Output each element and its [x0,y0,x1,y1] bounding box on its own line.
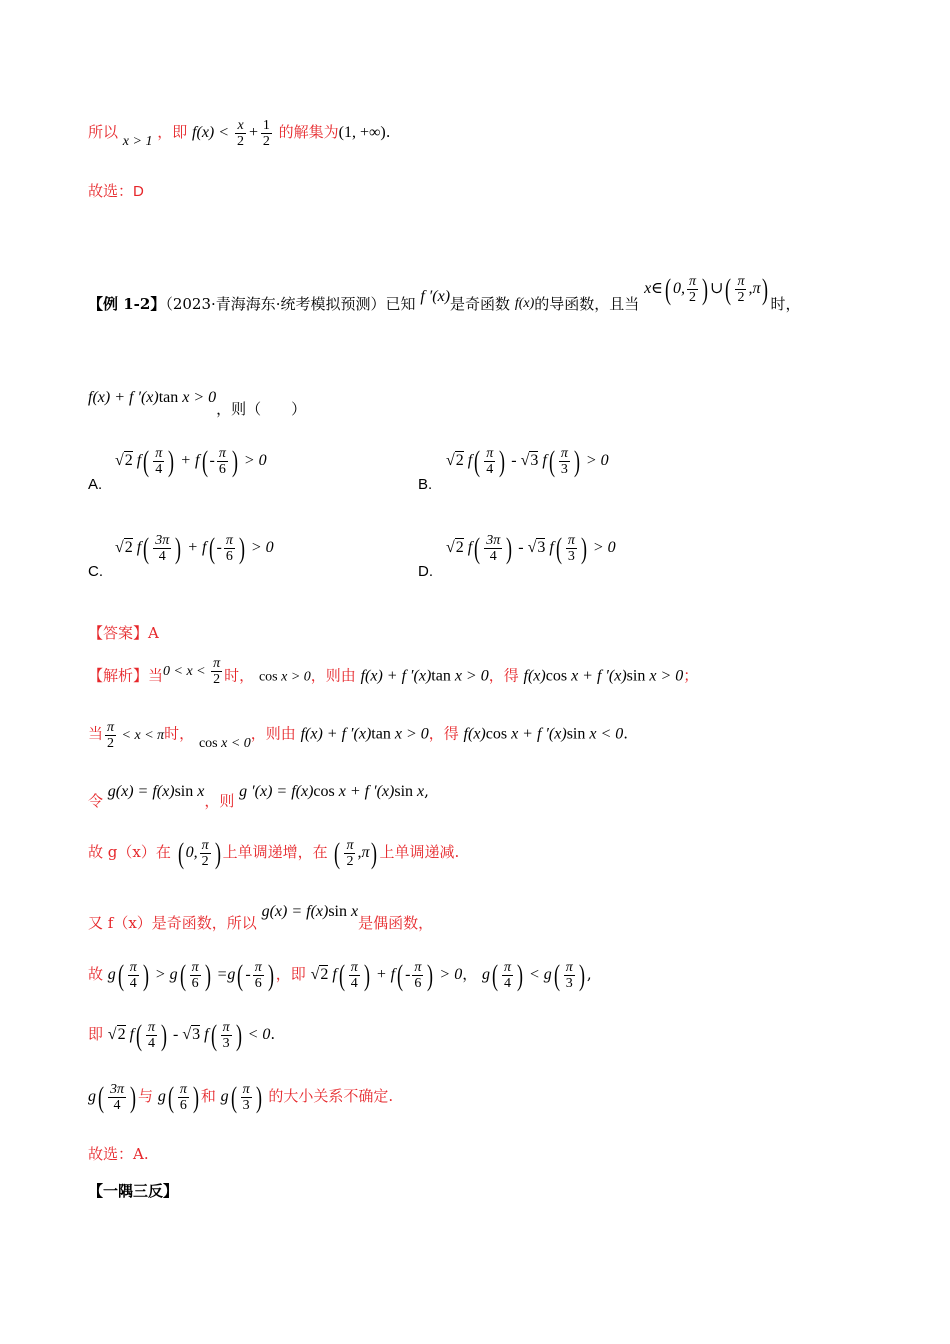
so-text: 所以 [88,123,119,142]
option-d-math[interactable]: √2 f( $\frac{3\pi}{4}$ ) - √3 f( $\frac{\pi}{3}$ ) > 0 [446,531,616,565]
set-text: 的解集为 [278,123,339,142]
so-cond: x > 1 [122,134,153,150]
condition-line: f(x) + f ′(x)tan x > 0，则（ ） [88,389,307,418]
analysis-line-4: 故 g（x）在 ( 0, $\frac{\pi}{2}$ ) 上单调递增，在 ( $\frac{\pi}{2}$ ,π) 上单调递减. [88,836,460,870]
ineq-math: f(x) < $\frac{x}{2}$ + $\frac{1}{2}$ [192,118,270,149]
l2-get: ，得 [428,724,459,743]
l2-when: 当 [88,724,104,743]
l5-b: 是偶函数， [358,914,434,932]
analysis-line-6: 故 g( $\frac{\pi}{4}$ ) > g( $\frac{\pi}{6}$ ) =g( - $\frac{\pi}{6}$ ) ，即 √2 f( $\frac{\pi}{4}$ ) + f( - $\frac{\pi}{6}$ ) > 0， g( $\frac{\pi}{4}$ ) < g( $\frac{\pi}{3}$ ) , [88,958,592,992]
analysis-line-7: 即 √2 f( $\frac{\pi}{4}$ ) - √3 f( $\frac{\pi}{3}$ ) < 0. [88,1018,276,1052]
l2-when-2: 时， [164,724,195,743]
l5-a: 又 f（x）是奇函数，所以 [88,914,257,932]
interval: (1, +∞) [338,124,386,142]
l3-ze: ，则 [204,792,235,810]
answer-d: 故选：D [88,183,144,200]
l2-then: ，则由 [250,724,296,743]
example-line: 【例 1-2】（2023·青海海东·统考模拟预测）已知 f ′(x)是奇函数 f(x)的导函数，且当 x∈( 0, $\frac{\pi}{2}$ ) ∪( $\frac{\pi}{2}$ ,π) 时， [88,272,801,314]
answer-label: 【答案】A [88,624,159,642]
analysis-line-5: 又 f（x）是奇函数，所以 g(x) = f(x)sin x是偶函数， [88,903,434,932]
analysis-line-3: 令 g(x) = f(x)sin x，则 g ′(x) = f(x)cos x + f ′(x)sin x, [88,782,429,810]
l4-dec: 上单调递减. [379,843,460,862]
example-tag: 【例 1-2】 [88,295,166,314]
example-mid: 是奇函数 [450,295,511,314]
analysis-line-2: 当 $\frac{\pi}{2}$ < x < π时， cos x < 0，则由 f(x) + f ′(x)tan x > 0，得 f(x)cos x + f ′(x)sin x < 0. [88,720,629,751]
option-b-label[interactable]: B. [418,476,433,493]
l8-end: 的大小关系不确定. [268,1087,394,1106]
l4-text: 故 g（x）在 [88,843,171,862]
example-source: （2023·青海海东·统考模拟预测）已知 [165,295,416,314]
time-word: 时， [770,295,801,314]
option-a-label[interactable]: A. [88,476,103,493]
t-then: ，则由 [310,666,356,685]
l6-gu: 故 [88,965,104,984]
l8-yu: 与 [138,1087,154,1106]
analysis-line-1: 【解析】当0 < x < $\frac{\pi}{2}$ 时， cos x > 0，则由 f(x) + f ′(x)tan x > 0，得 f(x)cos x + f ′(x)sin x > 0； [88,656,699,687]
intro-line: 所以 x > 1 ，即 f(x) < $\frac{x}{2}$ + $\frac{1}{2}$ 的解集为(1, +∞). [88,118,391,150]
t-get: ，得 [488,666,519,685]
l8-he: 和 [200,1087,216,1106]
ji-text: ，即 [157,123,188,142]
then-text: ，则（ ） [216,400,307,418]
l4-inc: 上单调递增，在 [222,843,328,862]
option-d-label[interactable]: D. [418,563,433,580]
analysis-tag: 【解析】当 [88,666,164,685]
analysis-line-8: g( $\frac{3\pi}{4}$ ) 与 g( $\frac{\pi}{6}$ ) 和 g( $\frac{\pi}{3}$ ) 的大小关系不确定. [88,1080,394,1114]
example-mid2: 的导函数，且当 [534,295,640,314]
final-answer: 故选：A. [88,1145,149,1163]
l6-ji: ，即 [275,965,306,984]
option-c-math[interactable]: √2 f( $\frac{3\pi}{4}$ ) + f( - $\frac{\pi}{6}$ ) > 0 [115,531,274,565]
l3-ling: 令 [88,792,104,810]
option-b-math[interactable]: √2 f( $\frac{\pi}{4}$ ) - √3 f( $\frac{\pi}{3}$ ) > 0 [446,444,609,478]
option-a-math[interactable]: √2 f( $\frac{\pi}{4}$ ) + f( - $\frac{\pi}{6}$ ) > 0 [115,444,267,478]
t-when: 时， [224,666,255,685]
l7-ji: 即 [88,1025,104,1044]
section-heading: 【一隅三反】 [88,1182,179,1200]
option-c-label[interactable]: C. [88,563,103,580]
